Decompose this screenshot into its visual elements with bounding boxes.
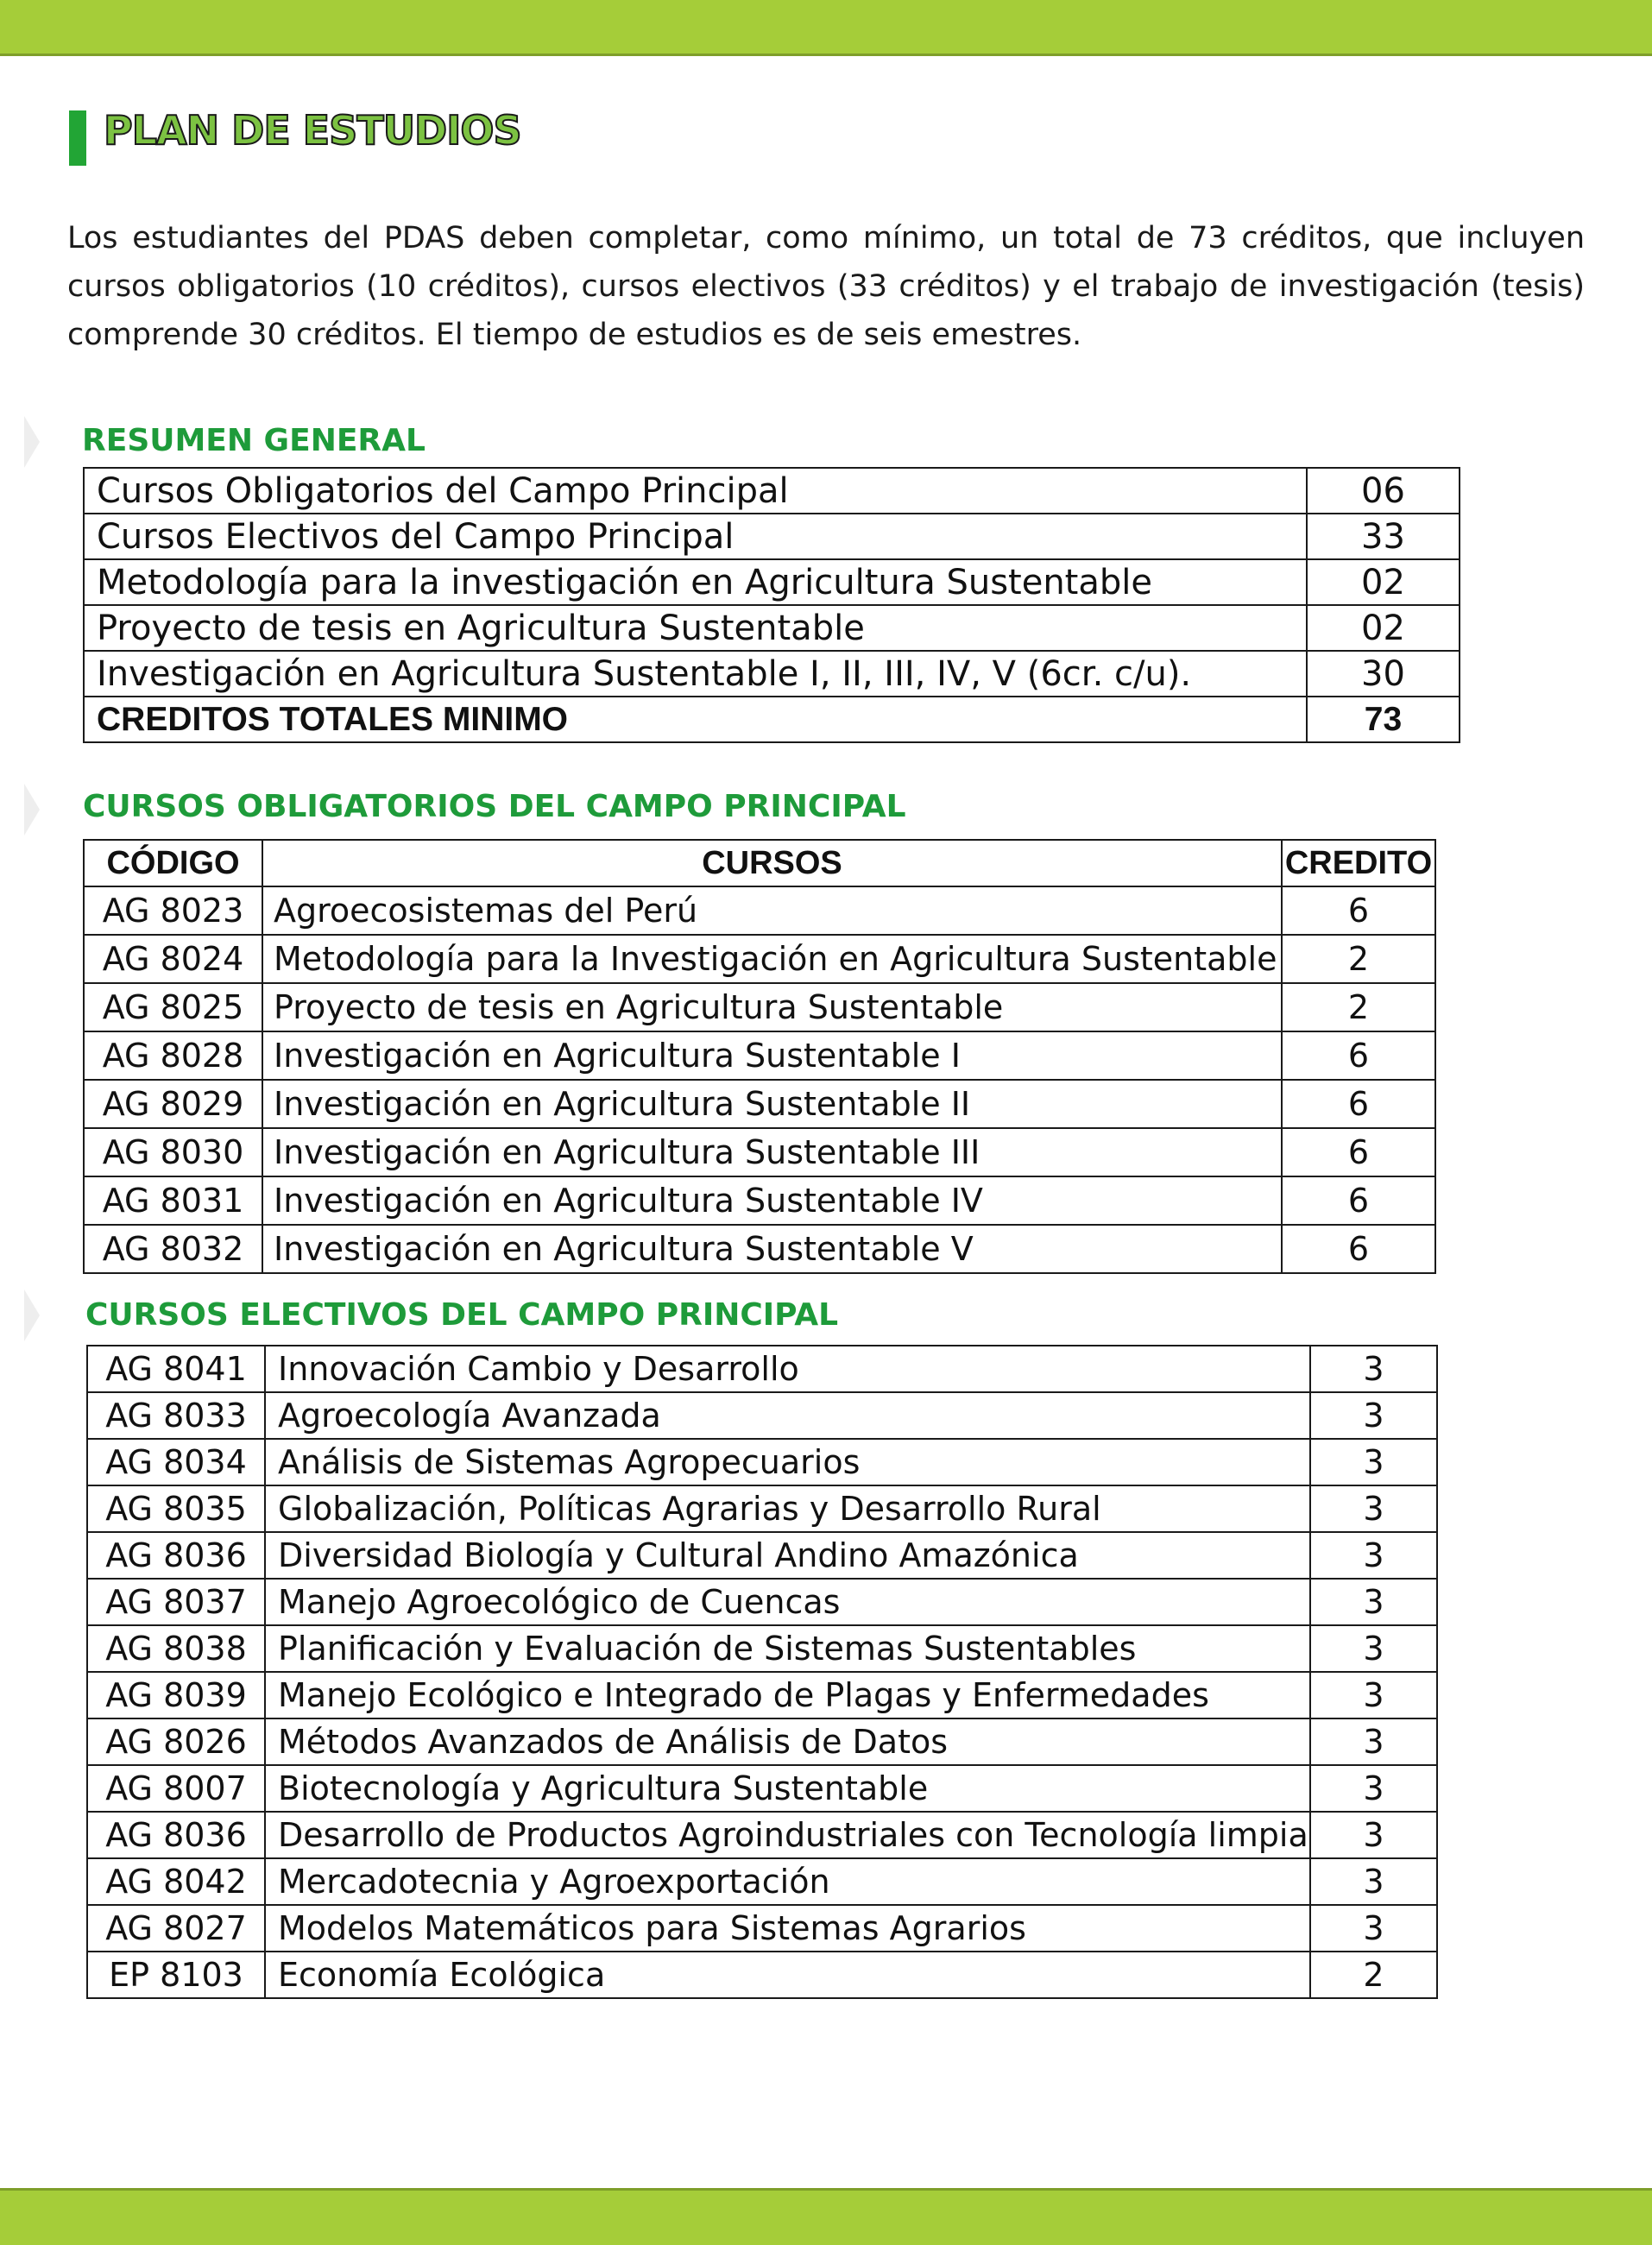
course-name: Mercadotecnia y Agroexportación xyxy=(265,1858,1310,1905)
course-credit: 3 xyxy=(1310,1812,1437,1858)
table-row xyxy=(84,1128,1435,1176)
course-credit: 3 xyxy=(1310,1346,1437,1392)
course-name: Economía Ecológica xyxy=(265,1952,1310,1998)
table-row xyxy=(84,651,1460,697)
table-row xyxy=(87,1812,1437,1858)
page-title: PLAN DE ESTUDIOS xyxy=(104,107,521,154)
summary-value: 02 xyxy=(1307,559,1460,605)
table-row xyxy=(87,1346,1437,1392)
course-credit: 3 xyxy=(1310,1672,1437,1718)
course-code: AG 8034 xyxy=(87,1439,265,1485)
course-name: Planificación y Evaluación de Sistemas Sustentables xyxy=(265,1625,1310,1672)
electivos-table xyxy=(86,1345,1438,1999)
header-credit: CREDITO xyxy=(1282,840,1435,886)
course-code: AG 8031 xyxy=(84,1176,262,1225)
table-row xyxy=(87,1625,1437,1672)
table-row xyxy=(84,468,1460,514)
total-value: 73 xyxy=(1307,697,1460,742)
course-credit: 6 xyxy=(1282,886,1435,935)
course-name: Modelos Matemáticos para Sistemas Agrarios xyxy=(265,1905,1310,1952)
course-name: Análisis de Sistemas Agropecuarios xyxy=(265,1439,1310,1485)
course-code: AG 8026 xyxy=(87,1718,265,1765)
table-row xyxy=(87,1672,1437,1718)
course-credit: 6 xyxy=(1282,1031,1435,1080)
table-row xyxy=(87,1579,1437,1625)
table-row xyxy=(87,1392,1437,1439)
table-row xyxy=(84,886,1435,935)
table-row xyxy=(87,1439,1437,1485)
course-credit: 3 xyxy=(1310,1532,1437,1579)
table-row xyxy=(87,1532,1437,1579)
course-code: AG 8036 xyxy=(87,1532,265,1579)
course-code: AG 8039 xyxy=(87,1672,265,1718)
section-arrow-icon xyxy=(24,416,40,468)
course-credit: 3 xyxy=(1310,1579,1437,1625)
table-row xyxy=(84,559,1460,605)
course-code: AG 8038 xyxy=(87,1625,265,1672)
course-name: Investigación en Agricultura Sustentable V xyxy=(262,1225,1282,1273)
course-credit: 6 xyxy=(1282,1176,1435,1225)
summary-label: Investigación en Agricultura Sustentable I, II, III, IV, V (6cr. c/u). xyxy=(84,651,1307,697)
course-name: Innovación Cambio y Desarrollo xyxy=(265,1346,1310,1392)
table-row xyxy=(84,605,1460,651)
top-accent-bar xyxy=(0,0,1652,56)
summary-label: Metodología para la investigación en Agricultura Sustentable xyxy=(84,559,1307,605)
course-name: Desarrollo de Productos Agroindustriales con Tecnología limpia xyxy=(265,1812,1310,1858)
course-name: Investigación en Agricultura Sustentable II xyxy=(262,1080,1282,1128)
table-row xyxy=(87,1952,1437,1998)
summary-value: 30 xyxy=(1307,651,1460,697)
table-row xyxy=(87,1718,1437,1765)
total-label: CREDITOS TOTALES MINIMO xyxy=(84,697,1307,742)
course-code: AG 8029 xyxy=(84,1080,262,1128)
resumen-table xyxy=(83,467,1460,743)
section-arrow-icon xyxy=(24,784,40,836)
course-code: AG 8037 xyxy=(87,1579,265,1625)
course-code: AG 8028 xyxy=(84,1031,262,1080)
summary-label: Cursos Electivos del Campo Principal xyxy=(84,514,1307,559)
table-row xyxy=(84,1176,1435,1225)
bottom-accent-bar xyxy=(0,2188,1652,2245)
course-name: Biotecnología y Agricultura Sustentable xyxy=(265,1765,1310,1812)
table-row xyxy=(84,514,1460,559)
summary-value: 06 xyxy=(1307,468,1460,514)
summary-value: 02 xyxy=(1307,605,1460,651)
course-code: AG 8042 xyxy=(87,1858,265,1905)
course-code: AG 8025 xyxy=(84,983,262,1031)
course-credit: 3 xyxy=(1310,1485,1437,1532)
course-credit: 2 xyxy=(1282,983,1435,1031)
course-credit: 3 xyxy=(1310,1858,1437,1905)
course-credit: 6 xyxy=(1282,1128,1435,1176)
course-credit: 2 xyxy=(1282,935,1435,983)
course-credit: 3 xyxy=(1310,1718,1437,1765)
course-code: AG 8033 xyxy=(87,1392,265,1439)
course-credit: 3 xyxy=(1310,1625,1437,1672)
course-credit: 6 xyxy=(1282,1225,1435,1273)
course-code: AG 8023 xyxy=(84,886,262,935)
table-row xyxy=(84,1080,1435,1128)
course-name: Manejo Ecológico e Integrado de Plagas y Enfermedades xyxy=(265,1672,1310,1718)
course-name: Globalización, Políticas Agrarias y Desarrollo Rural xyxy=(265,1485,1310,1532)
course-code: AG 8032 xyxy=(84,1225,262,1273)
table-row xyxy=(84,935,1435,983)
table-row xyxy=(84,1225,1435,1273)
summary-label: Cursos Obligatorios del Campo Principal xyxy=(84,468,1307,514)
course-name: Métodos Avanzados de Análisis de Datos xyxy=(265,1718,1310,1765)
section-title-resumen: RESUMEN GENERAL xyxy=(82,423,426,458)
course-name: Investigación en Agricultura Sustentable III xyxy=(262,1128,1282,1176)
table-row xyxy=(87,1765,1437,1812)
course-name: Agroecosistemas del Perú xyxy=(262,886,1282,935)
course-credit: 3 xyxy=(1310,1905,1437,1952)
course-code: AG 8007 xyxy=(87,1765,265,1812)
header-code: CÓDIGO xyxy=(84,840,262,886)
course-credit: 3 xyxy=(1310,1439,1437,1485)
course-code: AG 8030 xyxy=(84,1128,262,1176)
course-code: AG 8036 xyxy=(87,1812,265,1858)
course-name: Manejo Agroecológico de Cuencas xyxy=(265,1579,1310,1625)
section-title-electivos: CURSOS ELECTIVOS DEL CAMPO PRINCIPAL xyxy=(85,1297,839,1333)
course-code: EP 8103 xyxy=(87,1952,265,1998)
course-credit: 3 xyxy=(1310,1392,1437,1439)
table-row xyxy=(84,983,1435,1031)
course-name: Diversidad Biología y Cultural Andino Amazónica xyxy=(265,1532,1310,1579)
title-marker xyxy=(69,110,86,166)
course-code: AG 8027 xyxy=(87,1905,265,1952)
course-name: Metodología para la Investigación en Agricultura Sustentable xyxy=(262,935,1282,983)
course-name: Investigación en Agricultura Sustentable IV xyxy=(262,1176,1282,1225)
course-code: AG 8035 xyxy=(87,1485,265,1532)
summary-label: Proyecto de tesis en Agricultura Sustentable xyxy=(84,605,1307,651)
section-title-obligatorios: CURSOS OBLIGATORIOS DEL CAMPO PRINCIPAL xyxy=(83,789,906,824)
table-row xyxy=(84,1031,1435,1080)
summary-value: 33 xyxy=(1307,514,1460,559)
course-code: AG 8041 xyxy=(87,1346,265,1392)
course-credit: 3 xyxy=(1310,1765,1437,1812)
table-row xyxy=(87,1858,1437,1905)
intro-paragraph: Los estudiantes del PDAS deben completar, como mínimo, un total de 73 créditos, que incluyen cursos obligatorios (10 créditos), cursos electivos (33 créditos) y el trabajo de investigación (tesis) comprende 30 créditos. El tiempo de estudios es de seis emestres. xyxy=(67,221,1585,352)
course-name: Investigación en Agricultura Sustentable I xyxy=(262,1031,1282,1080)
table-row xyxy=(87,1905,1437,1952)
obligatorios-table xyxy=(83,839,1436,1274)
course-credit: 6 xyxy=(1282,1080,1435,1128)
table-header-row xyxy=(84,840,1435,886)
course-name: Proyecto de tesis en Agricultura Sustentable xyxy=(262,983,1282,1031)
course-code: AG 8024 xyxy=(84,935,262,983)
course-credit: 2 xyxy=(1310,1952,1437,1998)
table-row xyxy=(84,697,1460,742)
section-arrow-icon xyxy=(24,1290,40,1341)
table-row xyxy=(87,1485,1437,1532)
header-course: CURSOS xyxy=(262,840,1282,886)
course-name: Agroecología Avanzada xyxy=(265,1392,1310,1439)
